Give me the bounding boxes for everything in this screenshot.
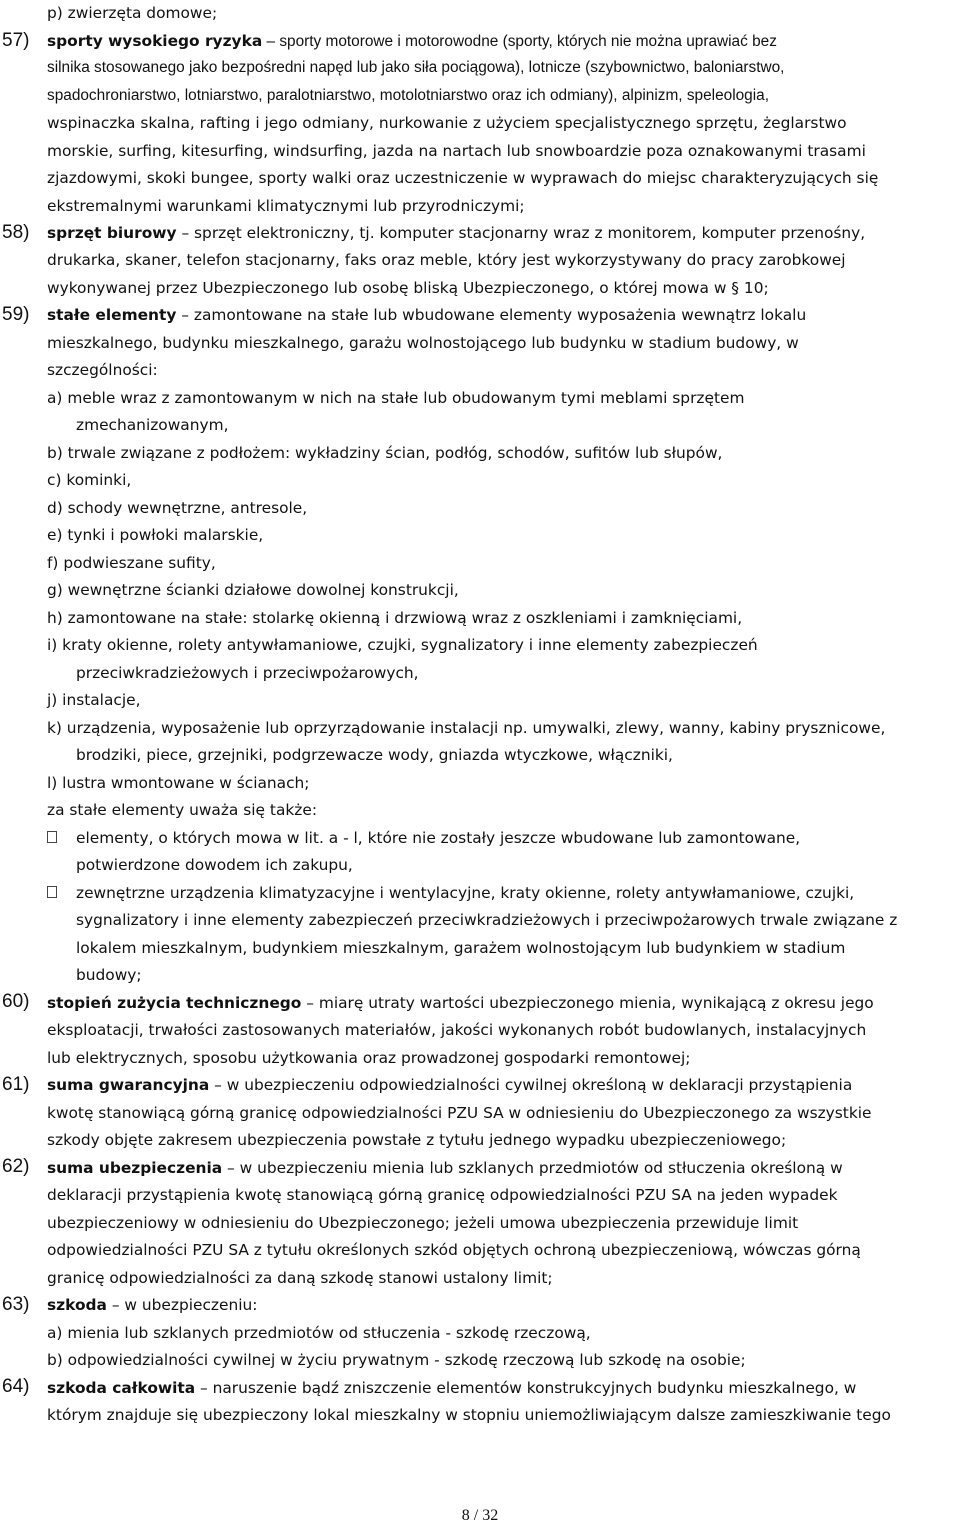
term-sporty-wysokiego-ryzyka: sporty wysokiego ryzyka (47, 32, 263, 50)
item-62-line-2: deklaracji przystąpienia kwotę stanowiącą górną granicę odpowiedzialności PZU SA na jeden wypadek (47, 1186, 838, 1204)
bullet-1-line-2: potwierdzone dowodem ich zakupu, (76, 856, 353, 874)
item-61-line-3: szkody objęte zakresem ubezpieczenia powstałe z tytułu jednego wypadku ubezpieczeniowego; (47, 1131, 787, 1149)
item-60-line-1: stopień zużycia technicznego – miarę utraty wartości ubezpieczonego mienia, wynikającą z okresu jego (47, 994, 874, 1012)
sub-item-f: f) podwieszane sufity, (47, 554, 216, 572)
item-59-line-2: mieszkalnego, budynku mieszkalnego, garażu wolnostojącego lub budynku w stadium budowy, w (47, 334, 799, 352)
term-stale-elementy: stałe elementy (47, 306, 177, 324)
item-number-62: 62) (2, 1156, 30, 1177)
item-58-line-1: sprzęt biurowy – sprzęt elektroniczny, tj. komputer stacjonarny wraz z monitorem, komputer przenośny, (47, 224, 866, 242)
item-57-line-4: wspinaczka skalna, rafting i jego odmiany, nurkowanie z użyciem specjalistycznego sprzętu, żeglarstwo (47, 114, 847, 132)
sub-item-h: h) zamontowane na stałe: stolarkę okienną i drzwiową wraz z oszkleniami i zamknięciami, (47, 609, 743, 627)
term-suma-gwarancyjna: suma gwarancyjna (47, 1076, 210, 1094)
item-57-line-5: morskie, surfing, kitesurfing, windsurfing, jazda na nartach lub snowboardzie poza oznakowanymi trasami (47, 142, 866, 160)
item-59-line-3: szczególności: (47, 361, 158, 379)
item-60-line-2: eksploatacji, trwałości zastosowanych materiałów, jakości wykonanych robót budowlanych, instalacyjnych (47, 1021, 867, 1039)
item-63-sub-b: b) odpowiedzialności cywilnej w życiu prywatnym - szkodę rzeczową lub szkodę na osobie; (47, 1351, 746, 1369)
sub-item-k-line-2: brodziki, piece, grzejniki, podgrzewacze wody, gniazda wtyczkowe, włączniki, (76, 746, 673, 764)
term-szkoda: szkoda (47, 1296, 107, 1314)
bullet-2-line-1: zewnętrzne urządzenia klimatyzacyjne i wentylacyjne, kraty okienne, rolety antywłamaniowe, czujki, (76, 884, 855, 902)
item-57-line-2: silnika stosowanego jako bezpośredni napęd lub jako siła pociągowa), lotnicze (szybownictwo, baloniarstwo, (47, 59, 785, 76)
item-57-line-1: sporty wysokiego ryzyka – sporty motorowe i motorowodne (sporty, których nie można uprawiać bez (47, 32, 777, 50)
item-number-61: 61) (2, 1074, 30, 1095)
sub-item-i-line-1: i) kraty okienne, rolety antywłamaniowe, czujki, sygnalizatory i inne elementy zabezpieczeń (47, 636, 758, 654)
term-stopien-zuzycia: stopień zużycia technicznego (47, 994, 302, 1012)
item-64-line-1: szkoda całkowita – naruszenie bądź zniszczenie elementów konstrukcyjnych budynku mieszkalnego, w (47, 1379, 857, 1397)
bullet-2-line-3: lokalem mieszkalnym, budynkiem mieszkalnym, garażem wolnostojącym lub budynkiem w stadium (76, 939, 846, 957)
item-62-line-4: odpowiedzialności PZU SA z tytułu określonych szkód objętych ochroną ubezpieczeniową, wówczas górną (47, 1241, 861, 1259)
item-58-line-2: drukarka, skaner, telefon stacjonarny, faks oraz meble, który jest wykorzystywany do pracy zarobkowej (47, 251, 846, 269)
bullet-2-line-4: budowy; (76, 966, 142, 984)
sub-item-l: l) lustra wmontowane w ścianach; (47, 774, 310, 792)
item-62-line-1: suma ubezpieczenia – w ubezpieczeniu mienia lub szklanych przedmiotów od stłuczenia określoną w (47, 1159, 843, 1177)
bullet-square-icon (47, 831, 57, 843)
term-sprzet-biurowy: sprzęt biurowy (47, 224, 177, 242)
page-number: 8 / 32 (461, 1507, 499, 1524)
item-63-line-1: szkoda – w ubezpieczeniu: (47, 1296, 258, 1314)
item-59-line-1: stałe elementy – zamontowane na stałe lub wbudowane elementy wyposażenia wewnątrz lokalu (47, 306, 807, 324)
item-number-58: 58) (2, 222, 30, 243)
item-61-line-1: suma gwarancyjna – w ubezpieczeniu odpowiedzialności cywilnej określoną w deklaracji przystąpienia (47, 1076, 853, 1094)
item-number-64: 64) (2, 1376, 30, 1397)
item-60-line-3: lub elektrycznych, sposobu użytkowania oraz prowadzonej gospodarki remontowej; (47, 1049, 691, 1067)
sub-item-i-line-2: przeciwkradzieżowych i przeciwpożarowych, (76, 664, 419, 682)
sub-item-c: c) kominki, (47, 471, 132, 489)
term-szkoda-calkowita: szkoda całkowita (47, 1379, 196, 1397)
item-number-59: 59) (2, 304, 30, 325)
sub-item-d: d) schody wewnętrzne, antresole, (47, 499, 308, 517)
bullet-1-line-1: elementy, o których mowa w lit. a - l, które nie zostały jeszcze wbudowane lub zamontowane, (76, 829, 801, 847)
sub-item-a-line-1: a) meble wraz z zamontowanym w nich na stałe lub obudowanym tymi meblami sprzętem (47, 389, 745, 407)
bullet-2-line-2: sygnalizatory i inne elementy zabezpieczeń przeciwkradzieżowych i przeciwpożarowych trwale związane z (76, 911, 898, 929)
item-number-63: 63) (2, 1294, 30, 1315)
sub-item-e: e) tynki i powłoki malarskie, (47, 526, 264, 544)
item-57-line-7: ekstremalnymi warunkami klimatycznymi lub przyrodniczymi; (47, 197, 525, 215)
term-suma-ubezpieczenia: suma ubezpieczenia (47, 1159, 223, 1177)
item-57-line-6: zjazdowymi, skoki bungee, sporty walki oraz uczestniczenie w wyprawach do miejsc charakteryzujących się (47, 169, 879, 187)
sub-item-g: g) wewnętrzne ścianki działowe dowolnej konstrukcji, (47, 581, 459, 599)
list-item-p: p) zwierzęta domowe; (47, 4, 218, 22)
sub-item-a-line-2: zmechanizowanym, (76, 416, 229, 434)
sub-item-b: b) trwale związane z podłożem: wykładziny ścian, podłóg, schodów, sufitów lub słupów, (47, 444, 723, 462)
item-61-line-2: kwotę stanowiącą górną granicę odpowiedzialności PZU SA w odniesieniu do Ubezpieczonego za wszystkie (47, 1104, 872, 1122)
also-considered-label: za stałe elementy uważa się także: (47, 801, 318, 819)
item-62-line-3: ubezpieczeniowy w odniesieniu do Ubezpieczonego; jeżeli umowa ubezpieczenia przewiduje limit (47, 1214, 799, 1232)
sub-item-k-line-1: k) urządzenia, wyposażenie lub oprzyrządowanie instalacji np. umywalki, zlewy, wanny, kabiny prysznicowe, (47, 719, 886, 737)
sub-item-j: j) instalacje, (47, 691, 141, 709)
item-number-57: 57) (2, 30, 30, 51)
item-62-line-5: granicę odpowiedzialności za daną szkodę stanowi ustalony limit; (47, 1269, 553, 1287)
item-57-line-3: spadochroniarstwo, lotniarstwo, paralotniarstwo, motolotniarstwo oraz ich odmiany), alpinizm, speleologia, (47, 87, 769, 104)
item-58-line-3: wykonywanej przez Ubezpieczonego lub osobę bliską Ubezpieczonego, o której mowa w § 10; (47, 279, 769, 297)
bullet-square-icon (47, 886, 57, 898)
item-64-line-2: którym znajduje się ubezpieczony lokal mieszkalny w stopniu uniemożliwiającym dalsze zamieszkiwanie tego (47, 1406, 891, 1424)
item-63-sub-a: a) mienia lub szklanych przedmiotów od stłuczenia - szkodę rzeczową, (47, 1324, 591, 1342)
item-number-60: 60) (2, 991, 30, 1012)
